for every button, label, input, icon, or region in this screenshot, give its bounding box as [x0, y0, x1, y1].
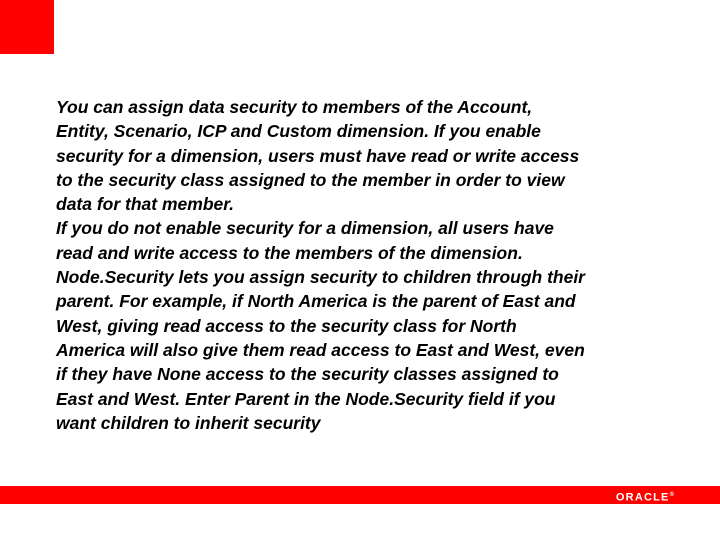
body-line: parent. For example, if North America is the parent of East and [56, 291, 576, 312]
body-line: Entity, Scenario, ICP and Custom dimension. If you enable [56, 121, 541, 142]
body-line: read and write access to the members of the dimension. [56, 242, 523, 263]
body-line: if they have None access to the security classes assigned to [56, 364, 559, 385]
body-line: Node.Security lets you assign security to children through their [56, 267, 585, 288]
body-line: You can assign data security to members of the Account, [56, 97, 533, 117]
body-line: want children to inherit security [56, 412, 321, 433]
oracle-logo [616, 488, 674, 505]
slide-body-text [56, 95, 696, 435]
body-line: East and West. Enter Parent in the Node.Security field if you [56, 388, 556, 409]
body-line: to the security class assigned to the member in order to view [56, 169, 565, 190]
corner-accent-block [0, 0, 54, 54]
body-line: data for that member. [56, 194, 234, 215]
body-line: America will also give them read access to East and West, even [56, 339, 585, 360]
body-line: West, giving read access to the security class for North [56, 315, 517, 336]
footer-bar [0, 486, 720, 504]
registered-mark: ® [669, 492, 674, 498]
body-line: security for a dimension, users must have read or write access [56, 145, 580, 166]
oracle-logo-text: ORACLE [615, 491, 670, 504]
body-line: If you do not enable security for a dimension, all users have [56, 218, 554, 239]
